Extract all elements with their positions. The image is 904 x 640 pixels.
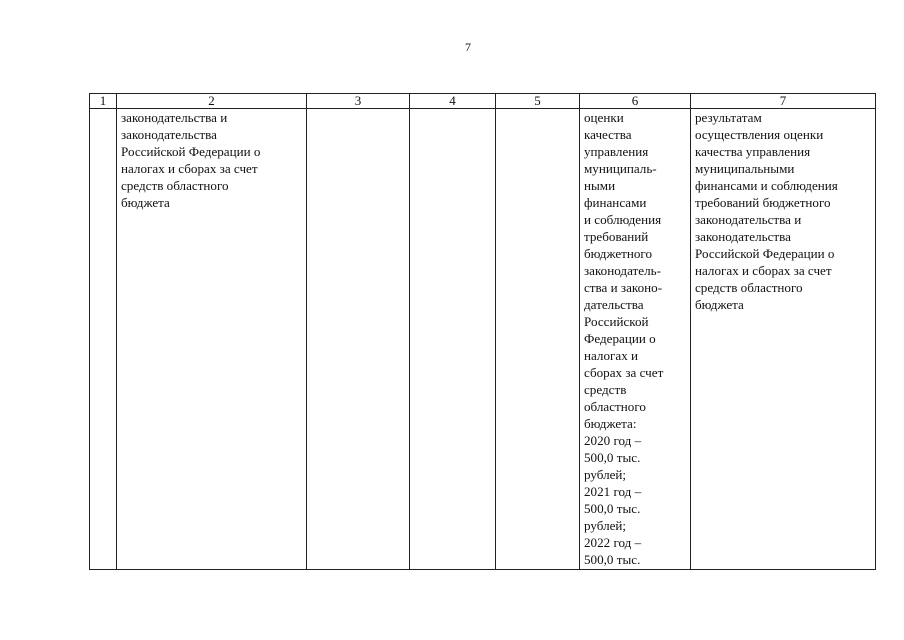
cell-col-2	[117, 109, 307, 570]
cell-col-5	[496, 109, 580, 570]
cell-col-7	[691, 109, 876, 570]
column-number-3: 3	[307, 94, 410, 109]
cell-text-line: 500,0 тыс.	[584, 552, 641, 567]
column-number-1: 1	[90, 94, 117, 109]
cell-text-line: муниципальными	[695, 161, 795, 176]
cell-text-line: законодательства	[695, 229, 791, 244]
cell-text-line: дательства	[584, 297, 644, 312]
cell-text-line: средств областного	[121, 178, 229, 193]
cell-text-line: сборах за счет	[584, 365, 664, 380]
cell-text-line: 2021 год –	[584, 484, 642, 499]
cell-text-line: 500,0 тыс.	[584, 450, 641, 465]
cell-text-line: бюджета	[695, 297, 744, 312]
cell-text-line: рублей;	[584, 467, 627, 482]
cell-text-line: законодательства и	[121, 110, 228, 125]
cell-text-line: Российской Федерации о	[695, 246, 835, 261]
cell-col-3	[307, 109, 410, 570]
column-number-5: 5	[496, 94, 580, 109]
cell-text-line: средств	[584, 382, 627, 397]
cell-text-line: Федерации о	[584, 331, 656, 346]
cell-text-line: бюджетного	[584, 246, 652, 261]
cell-text-line: оценки	[584, 110, 624, 125]
cell-text-line: Российской	[584, 314, 649, 329]
cell-text-line: осуществления оценки	[695, 127, 824, 142]
cell-text-line: и соблюдения	[584, 212, 662, 227]
cell-text-line: областного	[584, 399, 646, 414]
document-table	[89, 93, 876, 570]
column-number-7: 7	[691, 94, 876, 109]
cell-col-6	[580, 109, 691, 570]
page-number: 7	[465, 40, 471, 54]
cell-text-line: финансами	[584, 195, 647, 210]
cell-text-line: рублей;	[584, 518, 627, 533]
cell-text-line: финансами и соблюдения	[695, 178, 838, 193]
column-number-6: 6	[580, 94, 691, 109]
cell-text-line: 2020 год –	[584, 433, 642, 448]
table-row	[90, 109, 876, 570]
column-number-4: 4	[410, 94, 496, 109]
cell-text-line: ными	[584, 178, 616, 193]
cell-text-line: законодательства	[121, 127, 217, 142]
cell-text-line: требований	[584, 229, 649, 244]
cell-text-line: бюджета:	[584, 416, 637, 431]
column-number-2: 2	[117, 94, 307, 109]
cell-text-line: результатам	[695, 110, 762, 125]
cell-text-line: налогах и	[584, 348, 639, 363]
cell-text-line: 2022 год –	[584, 535, 642, 550]
cell-text-line: налогах и сборах за счет	[695, 263, 832, 278]
cell-text-line: налогах и сборах за счет	[121, 161, 258, 176]
cell-text-line: законодатель-	[584, 263, 661, 278]
cell-text-line: управления	[584, 144, 649, 159]
cell-text-line: Российской Федерации о	[121, 144, 261, 159]
cell-text-line: бюджета	[121, 195, 170, 210]
cell-col-4	[410, 109, 496, 570]
cell-text-line: требований бюджетного	[695, 195, 831, 210]
cell-col-1	[90, 109, 117, 570]
cell-text-line: ства и законо-	[584, 280, 663, 295]
cell-text-line: 500,0 тыс.	[584, 501, 641, 516]
cell-text-line: муниципаль-	[584, 161, 657, 176]
cell-text-line: законодательства и	[695, 212, 802, 227]
cell-text-line: средств областного	[695, 280, 803, 295]
cell-text-line: качества управления	[695, 144, 811, 159]
cell-text-line: качества	[584, 127, 632, 142]
table-header-row	[90, 94, 876, 109]
